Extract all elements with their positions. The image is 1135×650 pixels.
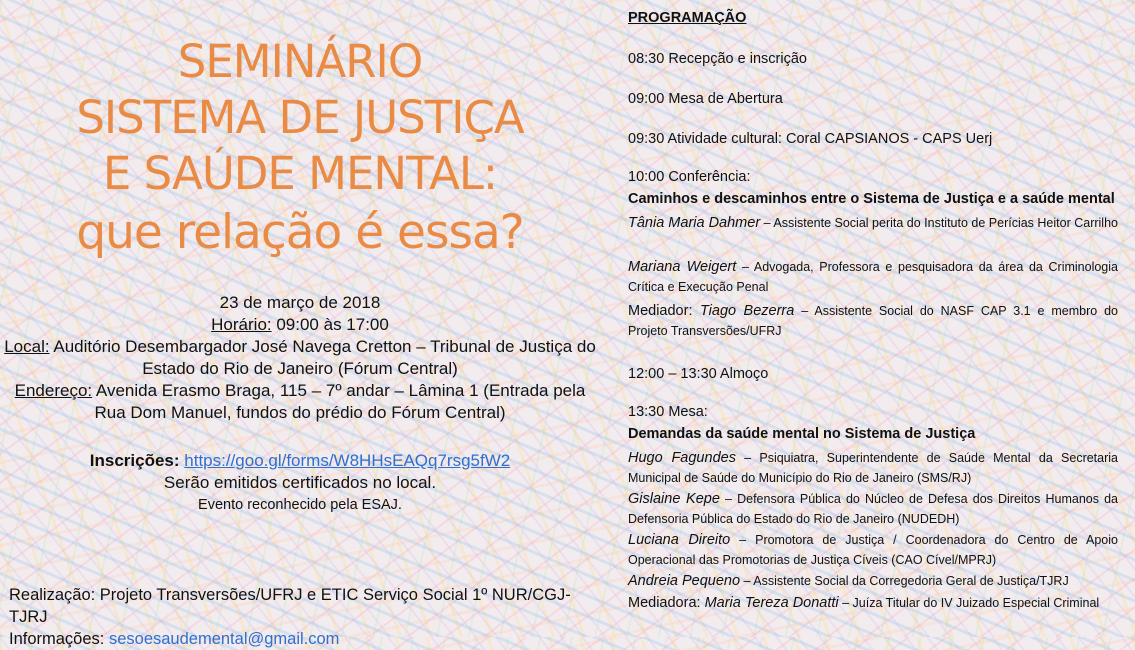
- horario-value: 09:00 às 17:00: [271, 315, 389, 334]
- speaker-andreia: [628, 571, 1118, 593]
- programacao-title: PROGRAMAÇÃO: [628, 10, 747, 26]
- mesa-block: [628, 404, 1118, 615]
- speaker-role: – Assistente Social da Corregedoria Geral de Justiça/TJRJ: [740, 574, 1069, 588]
- conference-label: 10:00 Conferência:: [628, 169, 751, 185]
- mediator-maria-tereza: [628, 593, 1118, 615]
- speaker-role: – Promotora de Justiça / Coordenadora do Centro de Apoio Operacional das Promotorias de Justiça Cíveis (CAO Cível/MPRJ): [628, 533, 1118, 567]
- speaker-role: – Advogada, Professora e pesquisadora da área da Criminologia Crítica e Execução Penal: [628, 260, 1118, 294]
- registration-label: Inscrições:: [89, 451, 180, 470]
- schedule-item-recepcao: 08:30 Recepção e inscrição: [628, 51, 807, 67]
- schedule-item-almoco: 12:00 – 13:30 Almoço: [628, 366, 769, 382]
- programacao-column: [628, 10, 1119, 611]
- speaker-role: – Juíza Titular do IV Juizado Especial Criminal: [838, 596, 1100, 610]
- footer: [9, 584, 609, 650]
- title-line-4: que relação é essa?: [76, 205, 524, 260]
- esaj-note: Evento reconhecido pela ESAJ.: [198, 497, 402, 513]
- speaker-mariana: [628, 257, 1118, 301]
- speaker-tania: [628, 213, 1118, 257]
- certificates-note: Serão emitidos certificados no local.: [163, 473, 437, 492]
- speaker-name: Maria Tereza Donatti: [704, 595, 839, 611]
- mesa-label: 13:30 Mesa:: [628, 404, 708, 420]
- speaker-name: Tiago Bezerra: [699, 303, 795, 319]
- schedule-item-abertura: 09:00 Mesa de Abertura: [628, 91, 783, 107]
- speaker-gislaine: [628, 489, 1118, 530]
- registration-link[interactable]: https://goo.gl/forms/W8HHsEAQq7rsg5fW2: [184, 451, 511, 470]
- local-label: Local:: [4, 337, 50, 356]
- event-date: 23 de março de 2018: [219, 293, 381, 312]
- event-location: [0, 336, 600, 380]
- endereco-value: Avenida Erasmo Braga, 115 – 7º andar – Lâmina 1 (Entrada pela Rua Dom Manuel, fundos do prédio do Fórum Central): [92, 381, 586, 422]
- speaker-name: Tânia Maria Dahmer: [628, 215, 761, 231]
- speaker-name: Luciana Direito: [628, 532, 731, 548]
- mediator-label: Mediadora:: [628, 595, 705, 611]
- conference-block: [628, 169, 1118, 341]
- page-title: [0, 34, 600, 264]
- mediator-tiago: [628, 301, 1118, 341]
- horario-label: Horário:: [211, 315, 272, 334]
- speaker-name: Hugo Fagundes: [628, 450, 736, 466]
- speaker-hugo: [628, 448, 1118, 489]
- mediator-label: Mediador:: [628, 303, 700, 319]
- realizacao-text: Realização: Projeto Transversões/UFRJ e ETIC Serviço Social 1º NUR/CGJ-TJRJ: [9, 586, 571, 626]
- event-time: [0, 314, 600, 336]
- contact-email-link[interactable]: sesoesaudemental@gmail.com: [108, 630, 340, 648]
- speaker-name: Andreia Pequeno: [628, 573, 741, 589]
- registration-line: [0, 450, 600, 472]
- mesa-title: Demandas da saúde mental no Sistema de Justiça: [628, 426, 976, 442]
- informacoes-label: Informações:: [9, 630, 109, 648]
- speaker-name: Gislaine Kepe: [628, 491, 720, 507]
- local-value: Auditório Desembargador José Navega Cretton – Tribunal de Justiça do Estado do Rio de Janeiro (Fórum Central): [49, 337, 596, 378]
- speaker-role: – Assistente Social perita do Instituto de Perícias Heitor Carrilho: [760, 216, 1118, 230]
- speaker-role: – Psiquiatra, Superintendente de Saúde Mental da Secretaria Municipal de Saúde do Município do Rio de Janeiro (SMS/RJ): [628, 451, 1118, 485]
- event-address: [0, 380, 600, 424]
- title-line-2: SISTEMA DE JUSTIÇA: [76, 91, 524, 144]
- title-line-1: SEMINÁRIO: [177, 35, 423, 88]
- endereco-label: Endereço:: [14, 381, 93, 400]
- title-line-3: E SAÚDE MENTAL:: [102, 147, 498, 200]
- speaker-role: – Assistente Social do NASF CAP 3.1 e membro do Projeto Transversões/UFRJ: [628, 304, 1119, 338]
- informacoes-line: [9, 628, 609, 650]
- event-details: [0, 292, 600, 424]
- speaker-name: Mariana Weigert: [628, 259, 737, 275]
- registration-info: [0, 450, 600, 516]
- speaker-luciana: [628, 530, 1118, 571]
- speaker-role: – Defensora Pública do Núcleo de Defesa dos Direitos Humanos da Defensoria Pública do Estado do Rio de Janeiro (NUDEDH): [628, 492, 1118, 526]
- conference-title: Caminhos e descaminhos entre o Sistema de Justiça e a saúde mental: [628, 191, 1115, 207]
- schedule-item-atividade-cultural: 09:30 Atividade cultural: Coral CAPSIANOS - CAPS Uerj: [628, 131, 993, 147]
